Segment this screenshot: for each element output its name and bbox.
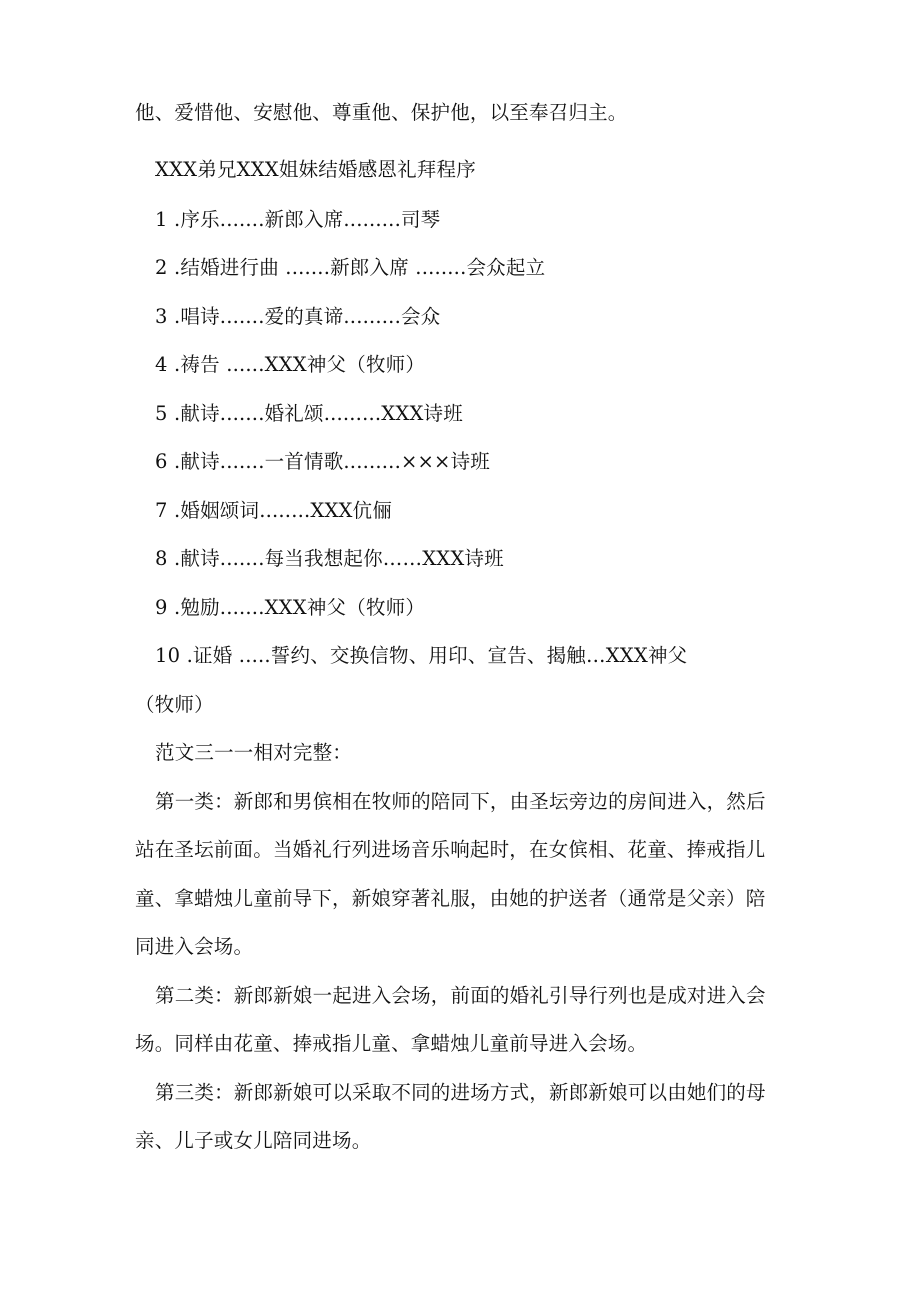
- program-title: XXX弟兄XXX姐妹结婚感恩礼拜程序: [155, 158, 476, 181]
- opening-line: 他、爱惜他、安慰他、尊重他、保护他，以至奉召归主。: [135, 101, 628, 124]
- para2-line1: 第二类：新郎新娘一起进入会场，前面的婚礼引导行列也是成对进入会: [155, 984, 766, 1007]
- program-item-7: 7 .婚姻颂词........XXX伉俪: [155, 499, 393, 522]
- para1-line3: 童、拿蜡烛儿童前导下，新娘穿著礼服，由她的护送者（通常是父亲）陪: [135, 887, 766, 910]
- program-item-5: 5 .献诗.......婚礼颂.........XXX诗班: [155, 402, 463, 425]
- program-item-9: 9 .勉励.......XXX神父（牧师）: [155, 596, 426, 619]
- para3-line1: 第三类：新郎新娘可以采取不同的进场方式，新郎新娘可以由她们的母: [155, 1081, 766, 1104]
- program-item-4: 4 .祷告 ......XXX神父（牧师）: [155, 353, 426, 376]
- para1-line2: 站在圣坛前面。当婚礼行列进场音乐响起时，在女傧相、花童、捧戒指儿: [135, 838, 766, 861]
- para3-line2: 亲、儿子或女儿陪同进场。: [135, 1129, 372, 1152]
- section-heading: 范文三一一相对完整：: [155, 741, 353, 764]
- program-item-3: 3 .唱诗.......爱的真谛.........会众: [155, 305, 441, 328]
- para1-line4: 同进入会场。: [135, 935, 254, 958]
- program-item-8: 8 .献诗.......每当我想起你……XXX诗班: [155, 547, 504, 570]
- program-item-1: 1 .序乐.......新郎入席.........司琴: [155, 208, 441, 231]
- para2-line2: 场。同样由花童、捧戒指儿童、拿蜡烛儿童前导进入会场。: [135, 1032, 648, 1055]
- program-item-10: 10 .证婚 .....誓约、交换信物、用印、宣告、揭触…XXX神父: [155, 644, 688, 667]
- para1-line1: 第一类：新郎和男傧相在牧师的陪同下，由圣坛旁边的房间进入，然后: [155, 790, 766, 813]
- program-item-10-continuation: （牧师）: [135, 693, 214, 716]
- program-item-2: 2 .结婚进行曲 .......新郎入席 ........会众起立: [155, 256, 546, 279]
- program-item-6: 6 .献诗.......一首情歌.........×××诗班: [155, 450, 490, 473]
